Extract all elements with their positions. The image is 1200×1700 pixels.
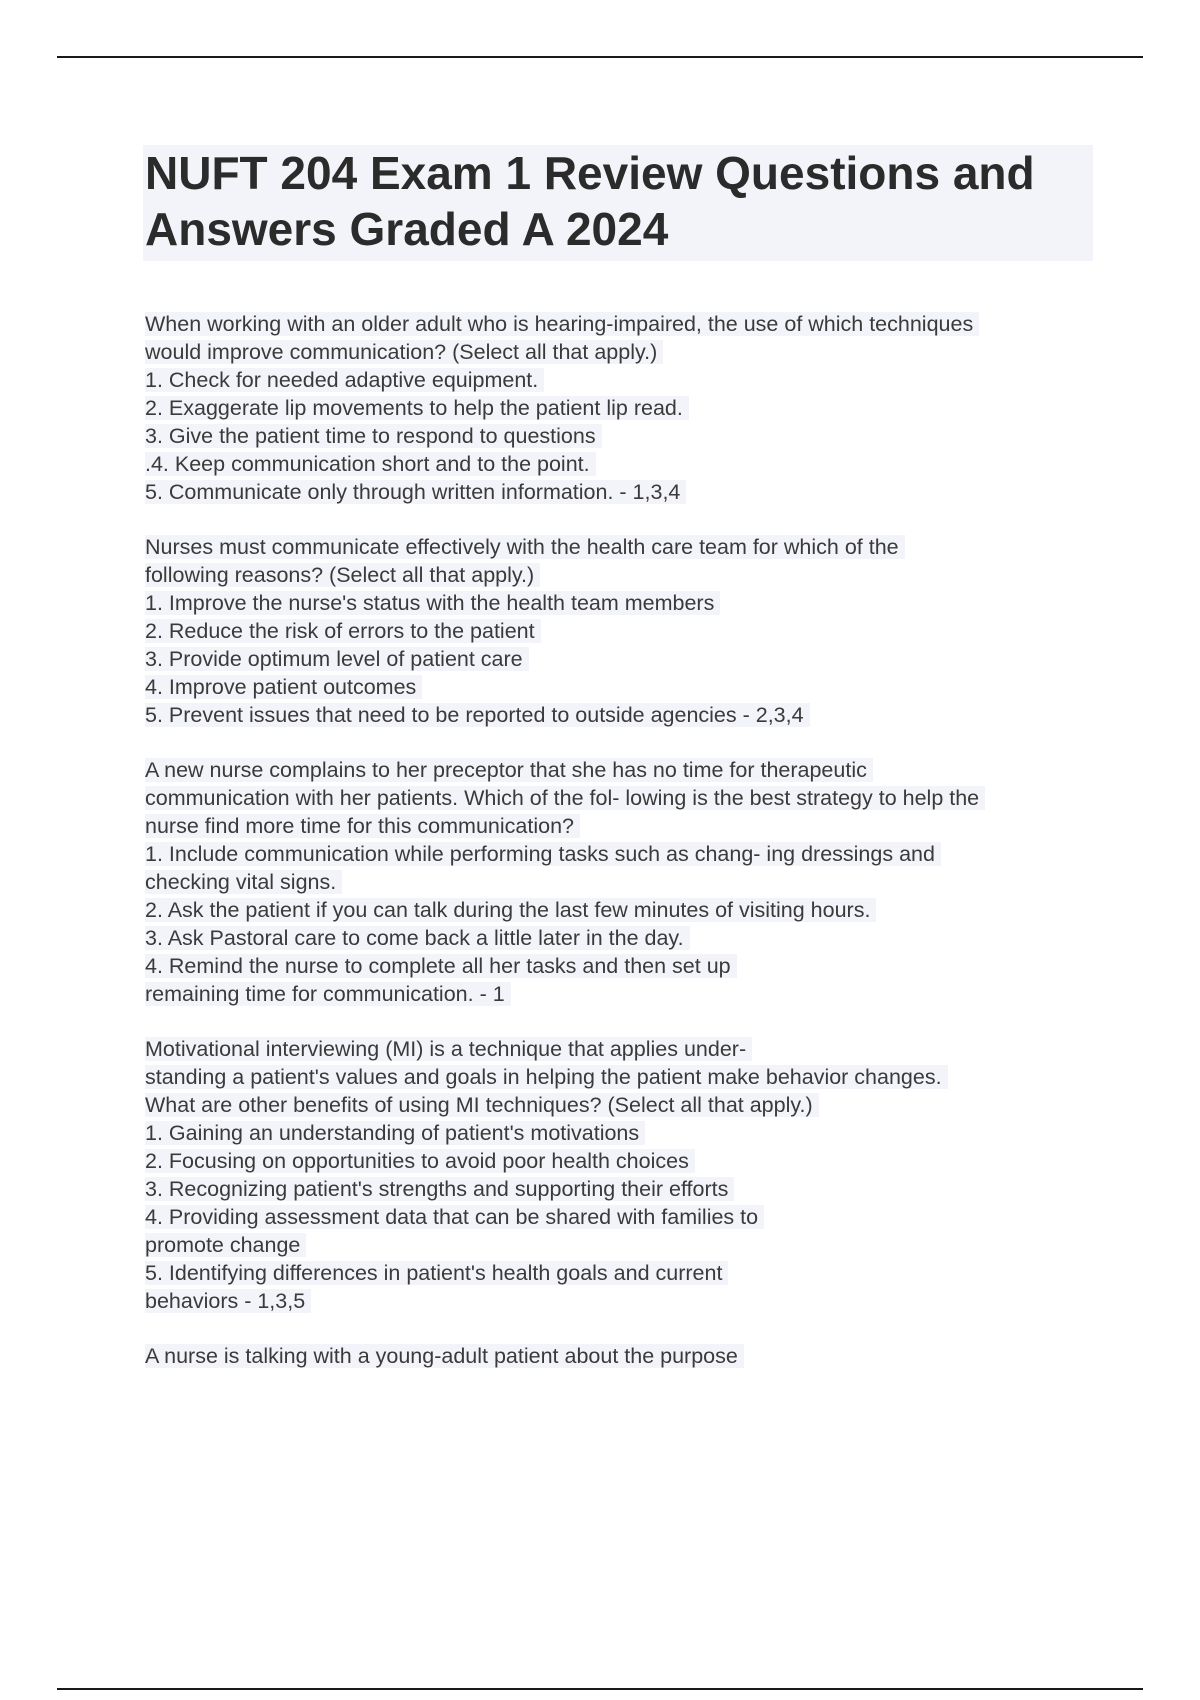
question-line-text: 2. Exaggerate lip movements to help the patient lip read. bbox=[145, 396, 689, 420]
document-body bbox=[145, 310, 1105, 1397]
question-line bbox=[145, 756, 1105, 784]
question-line-text: 1. Include communication while performing tasks such as chang- ing dressings and bbox=[145, 842, 941, 866]
title-line: Answers Graded A 2024 bbox=[145, 203, 669, 255]
question-line-text: 4. Providing assessment data that can be shared with families to bbox=[145, 1205, 764, 1229]
question-line-text: When working with an older adult who is hearing-impaired, the use of which techniques bbox=[145, 312, 979, 336]
question-line bbox=[145, 450, 1105, 478]
question-line-text: 5. Prevent issues that need to be reported to outside agencies - 2,3,4 bbox=[145, 703, 810, 727]
question-line bbox=[145, 952, 1105, 980]
question-line-text: promote change bbox=[145, 1233, 306, 1257]
question-line-text: standing a patient's values and goals in helping the patient make behavior changes. bbox=[145, 1065, 948, 1089]
document-title bbox=[145, 145, 1093, 257]
question-line-text: 3. Provide optimum level of patient care bbox=[145, 647, 529, 671]
question-line bbox=[145, 338, 1105, 366]
question-block bbox=[145, 756, 1105, 1008]
top-rule bbox=[57, 56, 1143, 58]
question-line bbox=[145, 812, 1105, 840]
question-block bbox=[145, 1342, 1105, 1370]
question-line-text: 2. Reduce the risk of errors to the patient bbox=[145, 619, 541, 643]
question-line-text: remaining time for communication. - 1 bbox=[145, 982, 511, 1006]
question-line-text: 3. Ask Pastoral care to come back a little later in the day. bbox=[145, 926, 690, 950]
question-line bbox=[145, 1231, 1105, 1259]
question-line-text: behaviors - 1,3,5 bbox=[145, 1289, 311, 1313]
question-line bbox=[145, 645, 1105, 673]
question-line-text: 4. Remind the nurse to complete all her tasks and then set up bbox=[145, 954, 737, 978]
question-line bbox=[145, 1147, 1105, 1175]
question-block bbox=[145, 533, 1105, 729]
question-line-text: What are other benefits of using MI techniques? (Select all that apply.) bbox=[145, 1093, 819, 1117]
question-line bbox=[145, 924, 1105, 952]
question-line-text: A new nurse complains to her preceptor that she has no time for therapeutic bbox=[145, 758, 873, 782]
question-line-text: 1. Improve the nurse's status with the health team members bbox=[145, 591, 720, 615]
title-block bbox=[143, 145, 1093, 261]
question-line bbox=[145, 422, 1105, 450]
question-line bbox=[145, 1175, 1105, 1203]
question-line-text: 2. Ask the patient if you can talk during the last few minutes of visiting hours. bbox=[145, 898, 876, 922]
question-block bbox=[145, 310, 1105, 506]
question-block bbox=[145, 1035, 1105, 1315]
bottom-rule bbox=[57, 1688, 1143, 1690]
title-line: NUFT 204 Exam 1 Review Questions and bbox=[145, 147, 1035, 199]
question-line bbox=[145, 478, 1105, 506]
question-line bbox=[145, 1063, 1105, 1091]
question-line bbox=[145, 1287, 1105, 1315]
question-line-text: A nurse is talking with a young-adult patient about the purpose bbox=[145, 1344, 744, 1368]
question-line-text: 3. Recognizing patient's strengths and supporting their efforts bbox=[145, 1177, 734, 1201]
question-line bbox=[145, 1342, 1105, 1370]
question-line-text: following reasons? (Select all that apply.) bbox=[145, 563, 540, 587]
question-line bbox=[145, 366, 1105, 394]
question-line bbox=[145, 840, 1105, 868]
question-line bbox=[145, 784, 1105, 812]
question-line bbox=[145, 868, 1105, 896]
question-line bbox=[145, 1259, 1105, 1287]
question-line-text: 5. Identifying differences in patient's health goals and current bbox=[145, 1261, 728, 1285]
question-line bbox=[145, 394, 1105, 422]
question-line bbox=[145, 673, 1105, 701]
question-line bbox=[145, 1091, 1105, 1119]
question-line bbox=[145, 701, 1105, 729]
question-line-text: nurse find more time for this communication? bbox=[145, 814, 580, 838]
question-line bbox=[145, 617, 1105, 645]
question-line-text: 2. Focusing on opportunities to avoid poor health choices bbox=[145, 1149, 695, 1173]
question-line bbox=[145, 980, 1105, 1008]
question-line-text: Nurses must communicate effectively with the health care team for which of the bbox=[145, 535, 905, 559]
question-line bbox=[145, 1119, 1105, 1147]
question-line-text: 1. Gaining an understanding of patient's motivations bbox=[145, 1121, 645, 1145]
question-line bbox=[145, 310, 1105, 338]
question-line bbox=[145, 896, 1105, 924]
question-line-text: Motivational interviewing (MI) is a technique that applies under- bbox=[145, 1037, 752, 1061]
question-line-text: communication with her patients. Which of the fol- lowing is the best strategy to help the bbox=[145, 786, 985, 810]
question-line-text: 5. Communicate only through written information. - 1,3,4 bbox=[145, 480, 686, 504]
question-line bbox=[145, 533, 1105, 561]
question-line-text: 3. Give the patient time to respond to questions bbox=[145, 424, 602, 448]
question-line bbox=[145, 589, 1105, 617]
question-line bbox=[145, 561, 1105, 589]
question-line-text: .4. Keep communication short and to the point. bbox=[145, 452, 596, 476]
question-line-text: 4. Improve patient outcomes bbox=[145, 675, 422, 699]
question-line bbox=[145, 1203, 1105, 1231]
question-line-text: would improve communication? (Select all that apply.) bbox=[145, 340, 663, 364]
question-line bbox=[145, 1035, 1105, 1063]
question-line-text: checking vital signs. bbox=[145, 870, 342, 894]
question-line-text: 1. Check for needed adaptive equipment. bbox=[145, 368, 544, 392]
